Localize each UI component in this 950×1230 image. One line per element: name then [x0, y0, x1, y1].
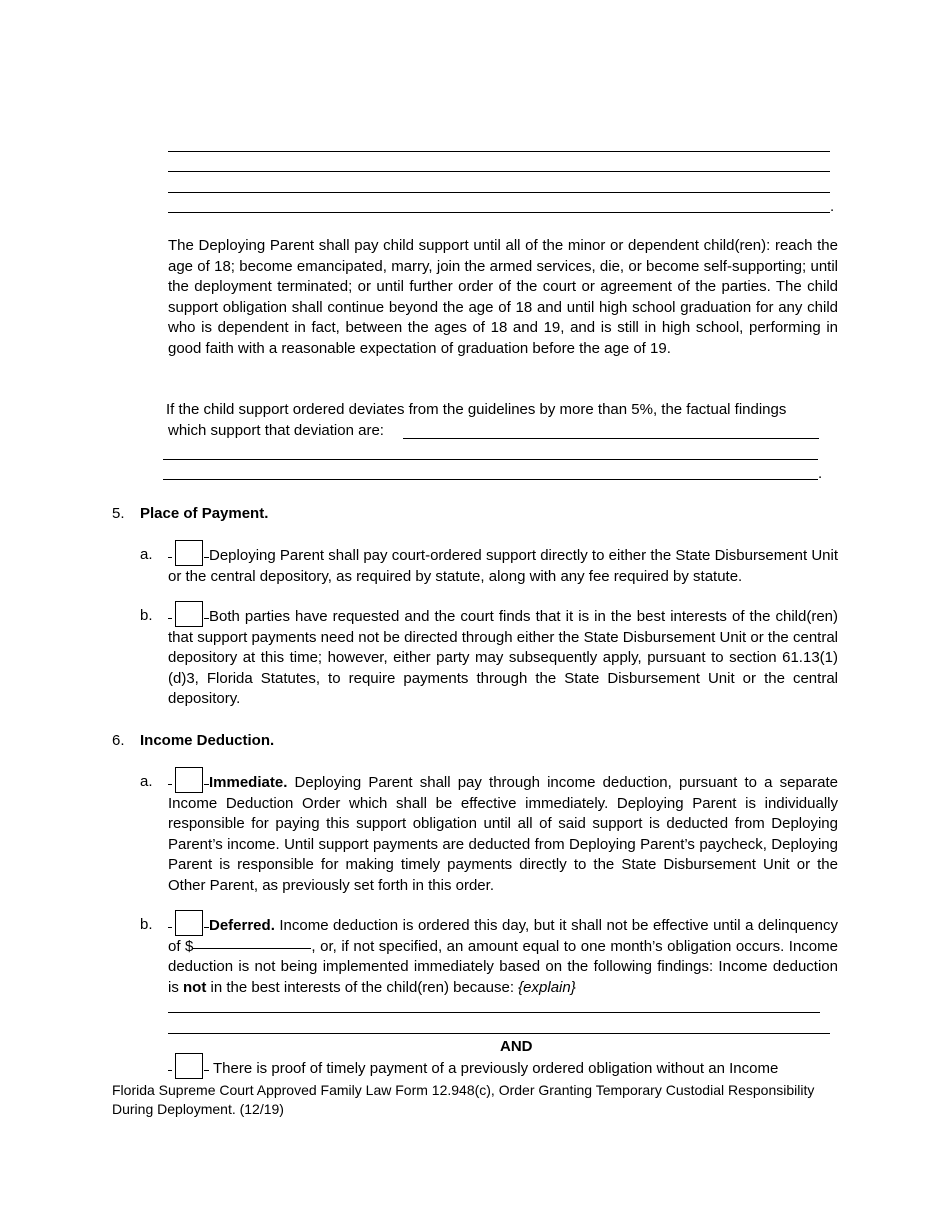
section-6b-text-2: , or, if not specified, an amount equal to one month’s obligation occurs. Income deduction is not being implemented immediately based on the following findings: Income deduction is — [168, 937, 838, 996]
footer-form-line-2: During Deployment. (12/19) — [112, 1101, 284, 1117]
proof-checkbox[interactable] — [175, 1053, 203, 1079]
blank-line — [168, 212, 830, 213]
section-5a-item — [168, 540, 838, 587]
section-5b-letter: b. — [140, 607, 153, 624]
blank-line — [168, 171, 830, 172]
section-5b-item — [168, 601, 838, 710]
section-6b-not: not — [183, 978, 207, 996]
proof-text: There is proof of timely payment of a previously ordered obligation without an Income — [213, 1060, 779, 1077]
explain-blank-line — [168, 1033, 830, 1034]
section-6a-item — [168, 767, 838, 896]
section-6a-checkbox[interactable] — [175, 767, 203, 793]
section-6a-heading: Immediate. — [209, 774, 288, 791]
section-6b-letter: b. — [140, 916, 153, 933]
section-5a-text: Deploying Parent shall pay court-ordered support directly to either the State Disbursement Unit or the central depository, as required by statute, along with any fee required by statute. — [168, 547, 838, 585]
deviation-blank-line — [163, 479, 818, 480]
blank-line — [168, 192, 830, 193]
explain-blank-line — [168, 1012, 820, 1013]
proof-item — [168, 1053, 838, 1080]
section-6-title: Income Deduction. — [140, 732, 275, 749]
blank-line — [168, 151, 830, 152]
and-label: AND — [500, 1038, 533, 1055]
section-6b-heading: Deferred. — [209, 917, 275, 934]
support-duration-paragraph: The Deploying Parent shall pay child support until all of the minor or dependent child(ren): reach the age of 18; become emancipated, marry, join the armed services, die, or become self-supporting; until the deployment terminated; or until further order of the court or agreement of the parties. The child support obligation shall continue beyond the age of 18 and until high school graduation for any child who is dependent in fact, between the ages of 18 and 19, and is still in high school, performing in good faith with a reasonable expectation of graduation before the age of 19. — [168, 237, 838, 357]
footer-form-line-1: Florida Supreme Court Approved Family Law Form 12.948(c), Order Granting Temporary Custodial Responsibility — [112, 1082, 815, 1098]
section-5b-checkbox[interactable] — [175, 601, 203, 627]
section-6a-letter: a. — [140, 773, 153, 790]
section-6b-text-1: Income deduction is ordered this day, but it shall not be effective until a delinquency of $ — [168, 917, 838, 955]
section-5-title: Place of Payment. — [140, 505, 269, 522]
deviation-period: . — [818, 465, 823, 482]
section-6b-text-3: in the best interests of the child(ren) because: — [206, 978, 519, 996]
section-6b-explain: {explain} — [518, 978, 576, 996]
section-6b-item — [168, 910, 838, 998]
deviation-line-1: If the child support ordered deviates from the guidelines by more than 5%, the factual findings — [166, 401, 787, 418]
section-6a-text: Deploying Parent shall pay through income deduction, pursuant to a separate Income Deduction Order which shall be effective immediately. Deploying Parent is individually responsible for paying this support obligation until all of said support is deducted from Deploying Parent’s income. Until support payments are deducted from Deploying Parent’s paycheck, Deploying Parent is responsible for making timely payments directly to the State Disbursement Unit or the Other Parent, as previously set forth in this order. — [168, 774, 838, 894]
section-5-number: 5. — [112, 505, 125, 522]
deviation-answer-line — [403, 438, 819, 439]
blank-line-period: . — [830, 198, 835, 215]
section-6-number: 6. — [112, 732, 125, 749]
section-5a-checkbox[interactable] — [175, 540, 203, 566]
section-5a-letter: a. — [140, 546, 153, 563]
deviation-line-2-label: which support that deviation are: — [168, 422, 384, 439]
delinquency-amount-field[interactable] — [193, 948, 311, 949]
deviation-blank-line — [163, 459, 818, 460]
section-6b-checkbox[interactable] — [175, 910, 203, 936]
section-5b-text: Both parties have requested and the court finds that it is in the best interests of the child(ren) that support payments need not be directed through either the State Disbursement Unit or the central depository at this time; however, either party may subsequently apply, pursuant to section 61.13(1)(d)3, Florida Statutes, to require payments through the State Disbursement Unit or the central depository. — [168, 608, 838, 707]
